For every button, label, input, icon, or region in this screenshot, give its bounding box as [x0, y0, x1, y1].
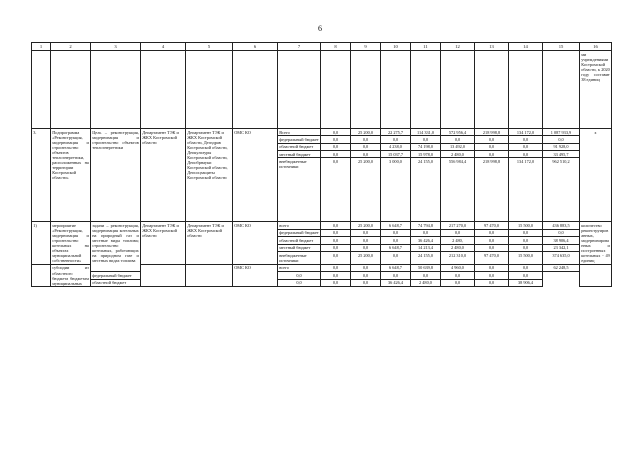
header-cell: 11 — [411, 43, 441, 51]
value-cell: 0,0 — [321, 136, 351, 143]
value-cell: 0,0 — [509, 244, 543, 251]
value-cell: 0,0 — [321, 279, 351, 287]
value-cell: 0,0 — [509, 150, 543, 157]
value-cell: 2 480,0 — [441, 150, 475, 157]
value-cell: 556 984,4 — [441, 158, 475, 222]
continuation-row — [32, 51, 612, 129]
funding-source: областной бюджет — [278, 143, 321, 150]
value-cell: 0,0 — [321, 229, 351, 236]
value-cell: 0,0 — [381, 272, 411, 279]
indicator-text: количество реконструированных, модернизированных и построенных котельных - 49 единиц — [581, 222, 610, 264]
value-cell: 0,0 — [351, 150, 381, 157]
header-cell: 7 — [278, 43, 321, 51]
header-cell: 12 — [441, 43, 475, 51]
value-cell: 0,0 — [278, 272, 321, 279]
value-cell: 4 960,0 — [441, 264, 475, 271]
value-cell: 2 480,0 — [441, 244, 475, 251]
value-cell: 114 331,0 — [411, 129, 441, 136]
value-cell: 0,0 — [321, 252, 351, 265]
value-cell: 0,0 — [321, 264, 351, 271]
header-cell: 3 — [91, 43, 141, 51]
value-cell: 3 000,0 — [381, 158, 411, 222]
value-cell: 22 275,7 — [381, 129, 411, 136]
funding-source: местный бюджет — [278, 150, 321, 157]
value-cell: 0,0 — [475, 264, 509, 271]
value-cell: 0,0 — [351, 237, 381, 244]
value-cell: 0,0 — [351, 244, 381, 251]
value-cell: 0,0 — [321, 129, 351, 136]
funding-source: всего — [278, 222, 321, 229]
value-cell: 0,0 — [321, 244, 351, 251]
value-cell: 962 510,2 — [543, 158, 580, 222]
value-cell: 0,0 — [351, 229, 381, 236]
value-cell: 74 794,8 — [411, 222, 441, 229]
value-cell: 0,0 — [381, 252, 411, 265]
header-cell: 6 — [233, 43, 278, 51]
value-cell: 25 200,0 — [351, 222, 381, 229]
value-cell: 0,0 — [278, 279, 321, 287]
header-cell: 10 — [381, 43, 411, 51]
value-cell: 38 906,4 — [509, 279, 543, 287]
value-cell: 74 198,0 — [411, 143, 441, 150]
recipient: ОМС КО — [233, 264, 278, 286]
value-cell: 0,0 — [351, 136, 381, 143]
row-number: 3. — [32, 129, 51, 222]
value-cell: 0,0 — [475, 279, 509, 287]
value-cell: 0,0 — [321, 150, 351, 157]
value-cell: 36 426,4 — [411, 237, 441, 244]
value-cell: 218 998,8 — [475, 158, 509, 222]
subprogram-goal: Цель – реконструкция, модернизация и строительство объектов теплоэнергетики — [91, 129, 141, 222]
value-cell: 134 172,0 — [509, 158, 543, 222]
value-cell: 0,0 — [411, 136, 441, 143]
header-cell: 14 — [509, 43, 543, 51]
indicator-text: ми учреждениями Костромской области, к 2020 году составит 38 единиц — [580, 51, 612, 129]
row-number: 1) — [32, 222, 51, 265]
value-cell: 436 883,5 — [543, 222, 580, 229]
funding-source: внебюджетные источники — [278, 252, 321, 265]
value-cell: 0,0 — [509, 136, 543, 143]
funding-source: всего — [278, 264, 321, 271]
value-cell: 25 200,0 — [351, 158, 381, 222]
value-cell: 6 648,7 — [381, 222, 411, 229]
header-cell: 8 — [321, 43, 351, 51]
value-cell: 0,0 — [475, 272, 509, 279]
value-cell: 0,0 — [475, 150, 509, 157]
value-cell: 0,0 — [509, 237, 543, 244]
value-cell: 36 426,4 — [381, 279, 411, 287]
value-cell: 6 648,7 — [381, 244, 411, 251]
header-cell: 4 — [141, 43, 186, 51]
value-cell: 15 978,0 — [411, 150, 441, 157]
funding-source: областной бюджет — [91, 279, 141, 287]
value-cell: 0,0 — [441, 229, 475, 236]
funding-source: федеральный бюджет — [279, 137, 319, 143]
executor: Департамент ТЭК и ЖКХ Костромской области — [141, 222, 186, 265]
subprogram-row — [32, 129, 612, 136]
value-cell: 0,0 — [351, 143, 381, 150]
value-cell: 0,0 — [351, 272, 381, 279]
value-cell: 0,0 — [351, 264, 381, 271]
value-cell: 0,0 — [321, 237, 351, 244]
header-cell: 9 — [351, 43, 381, 51]
value-cell: 0,0 — [441, 279, 475, 287]
value-cell: 38 906,4 — [543, 237, 580, 244]
value-cell: 97 470,0 — [475, 222, 509, 229]
value-cell: 0,0 — [381, 229, 411, 236]
value-cell: 0,0 — [475, 143, 509, 150]
program-table — [31, 42, 612, 287]
measure-name: мероприятие «Реконструкция, модернизация и строительство котельных на объектах муниципальной собственности» — [52, 222, 89, 264]
value-cell: 15 500,0 — [509, 252, 543, 265]
header-cell: 2 — [51, 43, 91, 51]
page-number: 6 — [318, 24, 322, 33]
subsidy-row — [32, 279, 612, 287]
header-cell: 15 — [543, 43, 580, 51]
value-cell: 218 998,8 — [475, 129, 509, 136]
value-cell: 0,0 — [381, 237, 411, 244]
value-cell: 13 492,0 — [441, 143, 475, 150]
value-cell: 2 480, — [441, 237, 475, 244]
header-cell: 13 — [475, 43, 509, 51]
value-cell: 217 270,0 — [441, 222, 475, 229]
subsidy-name: субсидии из областного бюджета бюджетам муниципальных — [52, 265, 89, 286]
recipient: ОМС КО — [233, 222, 278, 265]
value-cell: 14 213,4 — [411, 244, 441, 251]
value-cell: 0,0 — [543, 136, 580, 143]
funding-source: внебюджетные источники — [278, 158, 321, 222]
value-cell: 23 342,1 — [543, 244, 580, 251]
funding-source: областной бюджет — [278, 237, 321, 244]
header-cell: 1 — [32, 43, 51, 51]
value-cell: 0,0 — [475, 229, 509, 236]
value-cell: 33 495,7 — [543, 150, 580, 157]
value-cell: 50 639,8 — [411, 264, 441, 271]
recipient: ОМС КО — [233, 129, 278, 222]
value-cell: 134 172,0 — [509, 129, 543, 136]
header-row — [32, 43, 612, 51]
subsidy-row — [32, 272, 612, 279]
value-cell: 374 635,0 — [543, 252, 580, 265]
value-cell: 0,0 — [381, 136, 411, 143]
value-cell: 0,0 — [475, 136, 509, 143]
value-cell: 0,0 — [321, 272, 351, 279]
value-cell: 24 155,0 — [411, 252, 441, 265]
header-cell: 5 — [186, 43, 233, 51]
value-cell: 15 500,0 — [509, 222, 543, 229]
value-cell: 91 928,0 — [543, 143, 580, 150]
value-cell: 0,0 — [321, 222, 351, 229]
value-cell: 6 648,7 — [381, 264, 411, 271]
value-cell: 0,0 — [509, 272, 543, 279]
value-cell: 0,0 — [321, 143, 351, 150]
funding-source: федеральный бюджет — [279, 230, 319, 236]
value-cell: 0,0 — [509, 264, 543, 271]
subprogram-name: Подпрограмма «Реконструкция, модернизация и строительство объектов теплоэнергетики, расположенных на территории Костромской области» — [51, 129, 91, 222]
value-cell: 0,0 — [441, 136, 475, 143]
value-cell: 4 238,0 — [381, 143, 411, 150]
value-cell: 0,0 — [351, 279, 381, 287]
value-cell: 0,0 — [509, 229, 543, 236]
value-cell: 2 480,0 — [411, 279, 441, 287]
measure-row — [32, 222, 612, 229]
measure-task: задачи – реконструкция, модернизация котельных на природный газ и местные виды топлива; строительство котельных, работающих на природном газе и местных видах топлива — [91, 222, 141, 272]
value-cell: 0,0 — [441, 272, 475, 279]
indicator-text: х — [580, 129, 612, 222]
funding-source: федеральный бюджет — [91, 272, 141, 279]
value-cell: 212 310,0 — [441, 252, 475, 265]
value-cell: 62 248,5 — [543, 264, 580, 271]
header-cell: 16 — [580, 43, 612, 51]
value-cell: 1 087 933,9 — [543, 129, 580, 136]
value-cell: 0,0 — [475, 237, 509, 244]
participants: Департамент ТЭК и ЖКХ Костромской области, Депздрав Костромской области, Депкультуры Костромской области, Депобрнауки Костромской области, Депсоцзащиты Костромской области — [186, 129, 233, 222]
funding-source: местный бюджет — [278, 244, 321, 251]
value-cell: 25 200,0 — [351, 252, 381, 265]
value-cell: 572 956,4 — [441, 129, 475, 136]
value-cell: 0,0 — [321, 158, 351, 222]
funding-source: Всего — [278, 129, 321, 136]
value-cell: 0,0 — [475, 244, 509, 251]
value-cell: 0,0 — [543, 229, 580, 236]
value-cell: 0,0 — [411, 229, 441, 236]
value-cell: 24 155,0 — [411, 158, 441, 222]
value-cell: 97 470,0 — [475, 252, 509, 265]
value-cell: 25 200,0 — [351, 129, 381, 136]
value-cell: 0,0 — [509, 143, 543, 150]
participants: Департамент ТЭК и ЖКХ Костромской области — [186, 222, 233, 265]
value-cell: 15 037,7 — [381, 150, 411, 157]
value-cell: 0,0 — [411, 272, 441, 279]
executor: Департамент ТЭК и ЖКХ Костромской области — [141, 129, 186, 222]
